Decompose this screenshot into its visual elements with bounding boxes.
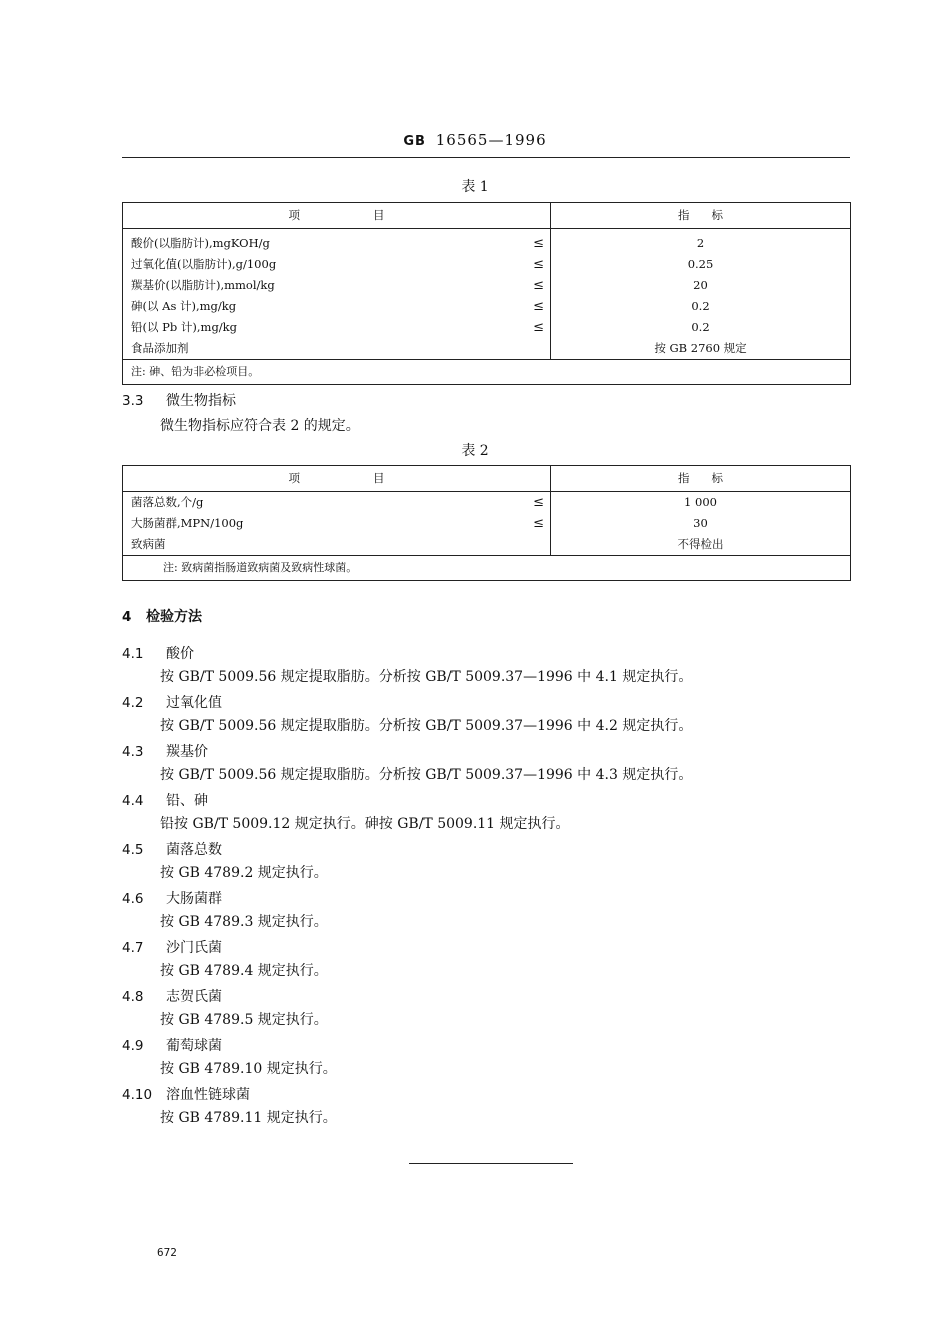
row-item: 大肠菌群,MPN/100g (131, 516, 244, 530)
row-item: 过氧化值(以脂肪计),g/100g (131, 257, 277, 271)
table1-note-row (123, 360, 851, 385)
table-row (123, 254, 851, 275)
row-item: 菌落总数,个/g (131, 495, 204, 509)
table2-col-item: 项 目 (123, 466, 551, 492)
subsection-heading (122, 1035, 222, 1055)
section-3-3-heading (122, 390, 236, 410)
table-row (123, 513, 851, 534)
row-value: 30 (693, 516, 708, 530)
row-value: 0.2 (691, 320, 710, 334)
subsection-title: 铅、砷 (166, 793, 208, 809)
subsection-number: 4.8 (122, 989, 144, 1005)
row-value: 0.25 (687, 257, 714, 271)
subsection-number: 4.9 (122, 1038, 144, 1054)
le-symbol: ≤ (533, 278, 544, 293)
subsection-number: 4.10 (122, 1087, 153, 1103)
table2-note-row (123, 556, 851, 581)
table2 (122, 465, 851, 581)
subsection-text: 按 GB 4789.2 规定执行。 (160, 865, 328, 881)
subsection-heading (122, 888, 222, 908)
table1-col-item: 项 目 (123, 203, 551, 229)
subsection-number: 4.1 (122, 646, 144, 662)
subsection-number: 4.2 (122, 695, 144, 711)
table2-col-index: 指 标 (551, 466, 851, 492)
table1-col-index: 指 标 (551, 203, 851, 229)
subsection-title: 沙门氏菌 (166, 940, 222, 956)
subsection-text: 按 GB 4789.11 规定执行。 (160, 1110, 337, 1126)
subsection-number: 4.4 (122, 793, 144, 809)
subsection-title: 大肠菌群 (166, 891, 222, 907)
row-item: 羰基价(以脂肪计),mmol/kg (131, 278, 275, 292)
le-symbol: ≤ (533, 516, 544, 531)
subsection-text: 按 GB 4789.3 规定执行。 (160, 914, 328, 930)
subsection-title: 酸价 (166, 646, 194, 662)
table1-header-row (123, 203, 851, 229)
table2-header-row (123, 466, 851, 492)
table-row (123, 229, 851, 255)
standard-number: 16565—1996 (435, 131, 547, 149)
subsection-heading (122, 937, 222, 957)
subsection-number: 4.5 (122, 842, 144, 858)
subsection-heading (122, 643, 194, 663)
le-symbol: ≤ (533, 495, 544, 510)
subsection-heading (122, 839, 222, 859)
subsection-title: 溶血性链球菌 (166, 1087, 250, 1103)
subsection-title: 菌落总数 (166, 842, 222, 858)
table-row (123, 296, 851, 317)
subsection-title: 羰基价 (166, 744, 208, 760)
section-number: 3.3 (122, 393, 144, 409)
subsection-title: 过氧化值 (166, 695, 222, 711)
table-row (123, 317, 851, 338)
section-title: 微生物指标 (166, 393, 236, 409)
subsection-number: 4.7 (122, 940, 144, 956)
section-title: 检验方法 (146, 609, 202, 625)
table1 (122, 202, 851, 385)
table2-note: 注: 致病菌指肠道致病菌及致病性球菌。 (123, 556, 851, 581)
subsection-title: 葡萄球菌 (166, 1038, 222, 1054)
subsection-heading (122, 692, 222, 712)
subsection-number: 4.3 (122, 744, 144, 760)
subsection-heading (122, 741, 208, 761)
subsection-title: 志贺氏菌 (166, 989, 222, 1005)
le-symbol: ≤ (533, 320, 544, 335)
section-4-heading (122, 606, 202, 626)
subsection-text: 按 GB 4789.10 规定执行。 (160, 1061, 337, 1077)
subsection-text: 按 GB/T 5009.56 规定提取脂肪。分析按 GB/T 5009.37—1996 中 4.2 规定执行。 (160, 718, 693, 734)
subsection-text: 铅按 GB/T 5009.12 规定执行。砷按 GB/T 5009.11 规定执行。 (160, 816, 570, 832)
standard-prefix: GB (403, 134, 426, 149)
row-value: 20 (693, 278, 708, 292)
header-rule (122, 157, 850, 158)
table2-caption: 表 2 (461, 443, 489, 459)
table1-note: 注: 砷、铅为非必检项目。 (123, 360, 851, 385)
row-value: 0.2 (691, 299, 710, 313)
row-item: 铅(以 Pb 计),mg/kg (131, 320, 238, 334)
le-symbol: ≤ (533, 299, 544, 314)
table-row (123, 275, 851, 296)
row-value: 不得检出 (677, 537, 724, 551)
row-item: 食品添加剂 (131, 341, 189, 355)
row-item: 致病菌 (131, 537, 166, 551)
row-value: 2 (696, 236, 705, 250)
subsection-text: 按 GB 4789.5 规定执行。 (160, 1012, 328, 1028)
subsection-text: 按 GB/T 5009.56 规定提取脂肪。分析按 GB/T 5009.37—1996 中 4.3 规定执行。 (160, 767, 693, 783)
section-3-3-text: 微生物指标应符合表 2 的规定。 (160, 418, 360, 434)
table-row (123, 492, 851, 514)
subsection-heading (122, 986, 222, 1006)
table1-caption: 表 1 (461, 179, 489, 195)
subsection-heading (122, 790, 208, 810)
le-symbol: ≤ (533, 257, 544, 272)
row-item: 酸价(以脂肪计),mgKOH/g (131, 236, 270, 250)
end-rule (409, 1163, 573, 1164)
section-number: 4 (122, 609, 132, 625)
row-value: 按 GB 2760 规定 (654, 341, 747, 355)
subsection-text: 按 GB/T 5009.56 规定提取脂肪。分析按 GB/T 5009.37—1996 中 4.1 规定执行。 (160, 669, 693, 685)
table-row (123, 338, 851, 360)
page-number: 672 (157, 1246, 177, 1259)
le-symbol: ≤ (533, 236, 544, 251)
subsection-number: 4.6 (122, 891, 144, 907)
standard-header (0, 131, 950, 149)
row-value: 1 000 (684, 495, 717, 509)
row-item: 砷(以 As 计),mg/kg (131, 299, 237, 313)
table-row (123, 534, 851, 556)
subsection-heading (122, 1084, 250, 1104)
subsection-text: 按 GB 4789.4 规定执行。 (160, 963, 328, 979)
